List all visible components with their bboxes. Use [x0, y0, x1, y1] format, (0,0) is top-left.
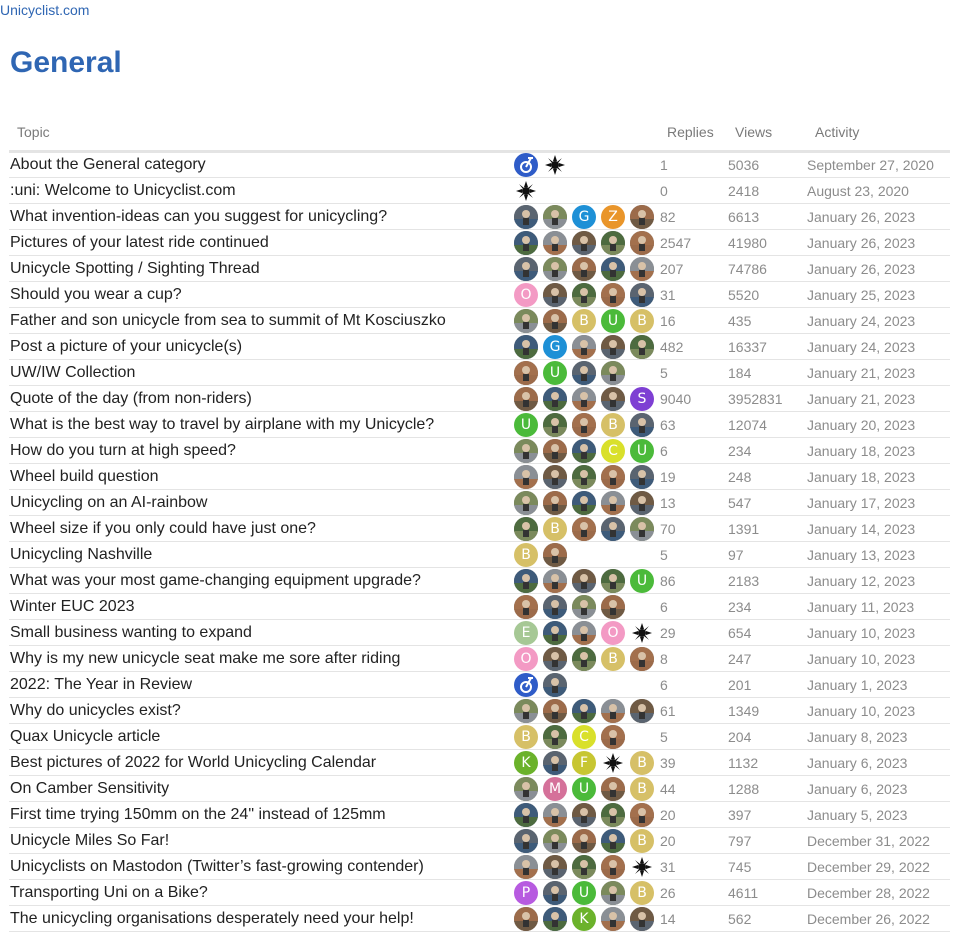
avatar-letter[interactable]: B	[514, 725, 538, 749]
avatar-photo[interactable]	[572, 335, 596, 359]
avatar-photo[interactable]	[514, 361, 538, 385]
avatar-photo[interactable]	[543, 881, 567, 905]
avatar-photo[interactable]	[572, 387, 596, 411]
topic-row[interactable]	[9, 724, 950, 750]
topic-title-link[interactable]: Pictures of your latest ride continued	[10, 234, 269, 251]
topic-last-activity[interactable]: December 29, 2022	[807, 859, 930, 875]
topic-row[interactable]	[9, 880, 950, 906]
avatar-photo[interactable]	[514, 777, 538, 801]
topic-last-activity[interactable]: January 10, 2023	[807, 703, 916, 719]
topic-views-count: 562	[728, 911, 752, 927]
avatar-letter[interactable]: P	[514, 881, 538, 905]
topic-row[interactable]	[9, 854, 950, 880]
avatar-letter[interactable]: E	[514, 621, 538, 645]
avatar-photo[interactable]	[543, 699, 567, 723]
avatar-photo[interactable]	[543, 413, 567, 437]
topic-last-activity[interactable]: January 5, 2023	[807, 807, 908, 823]
topic-title-link[interactable]: Quax Unicycle article	[10, 728, 161, 745]
avatar-photo[interactable]	[543, 231, 567, 255]
topic-last-activity[interactable]: January 18, 2023	[807, 443, 916, 459]
topic-row[interactable]	[9, 308, 950, 334]
topic-last-activity[interactable]: January 1, 2023	[807, 677, 908, 693]
topic-row[interactable]	[9, 802, 950, 828]
topic-last-activity[interactable]: January 17, 2023	[807, 495, 916, 511]
topic-title-link[interactable]: Father and son unicycle from sea to summit of Mt Kosciuszko	[10, 312, 446, 329]
topic-replies-count: 31	[660, 859, 676, 875]
topic-last-activity[interactable]: January 18, 2023	[807, 469, 916, 485]
avatar-photo[interactable]	[601, 491, 625, 515]
topic-views-count: 16337	[728, 339, 767, 355]
avatar-letter[interactable]: O	[514, 283, 538, 307]
topic-last-activity[interactable]: January 10, 2023	[807, 625, 916, 641]
topic-views-count: 97	[728, 547, 744, 563]
topic-replies-count: 82	[660, 209, 676, 225]
topic-replies-count: 207	[660, 261, 684, 277]
avatar-photo[interactable]	[543, 803, 567, 827]
topic-views-count: 184	[728, 365, 752, 381]
avatar-letter[interactable]: F	[572, 751, 596, 775]
topic-replies-count: 31	[660, 287, 676, 303]
avatar-photo[interactable]	[601, 725, 625, 749]
topic-replies-count: 26	[660, 885, 676, 901]
avatar-letter[interactable]: C	[572, 725, 596, 749]
avatar-letter[interactable]: U	[572, 881, 596, 905]
topic-row[interactable]	[9, 438, 950, 464]
avatar-letter[interactable]: K	[514, 751, 538, 775]
topic-last-activity[interactable]: January 6, 2023	[807, 755, 908, 771]
avatar-letter[interactable]: U	[543, 361, 567, 385]
avatar-photo[interactable]	[572, 465, 596, 489]
topic-row[interactable]	[9, 282, 950, 308]
avatar-photo[interactable]	[572, 699, 596, 723]
topic-list-header	[9, 118, 950, 153]
topic-row[interactable]	[9, 360, 950, 386]
topic-title-link[interactable]: :uni: Welcome to Unicyclist.com	[10, 182, 236, 199]
topic-title-link[interactable]: Quote of the day (from non-riders)	[10, 390, 252, 407]
avatar-photo[interactable]	[543, 543, 567, 567]
topic-views-count: 745	[728, 859, 752, 875]
topic-last-activity[interactable]: December 28, 2022	[807, 885, 930, 901]
topic-title-link[interactable]: Unicycle Miles So Far!	[10, 832, 170, 849]
topic-last-activity[interactable]: January 21, 2023	[807, 365, 916, 381]
avatar-letter[interactable]: O	[601, 621, 625, 645]
avatar-photo[interactable]	[601, 777, 625, 801]
topic-replies-count: 19	[660, 469, 676, 485]
avatar-photo[interactable]	[543, 205, 567, 229]
avatar-photo[interactable]	[514, 803, 538, 827]
wheel-splat-icon[interactable]	[630, 855, 654, 879]
avatar-photo[interactable]	[601, 803, 625, 827]
avatar-photo[interactable]	[514, 829, 538, 853]
avatar-photo[interactable]	[543, 465, 567, 489]
avatar-photo[interactable]	[543, 673, 567, 697]
topic-views-count: 204	[728, 729, 752, 745]
topic-title-link[interactable]: Unicycling on an AI-rainbow	[10, 494, 208, 511]
topic-row[interactable]	[9, 672, 950, 698]
topic-replies-count: 6	[660, 599, 668, 615]
topic-views-count: 1288	[728, 781, 760, 797]
avatar-letter[interactable]: U	[572, 777, 596, 801]
topic-last-activity[interactable]: January 26, 2023	[807, 235, 916, 251]
topic-views-count: 3952831	[728, 391, 783, 407]
avatar-photo[interactable]	[543, 829, 567, 853]
topic-views-count: 201	[728, 677, 752, 693]
topic-title-link[interactable]: Unicycle Spotting / Sighting Thread	[10, 260, 260, 277]
topic-row[interactable]	[9, 230, 950, 256]
topic-last-activity[interactable]: January 8, 2023	[807, 729, 908, 745]
topic-views-count: 5036	[728, 157, 760, 173]
topic-last-activity[interactable]: January 26, 2023	[807, 261, 916, 277]
topic-last-activity[interactable]: January 6, 2023	[807, 781, 908, 797]
avatar-letter[interactable]: Z	[601, 205, 625, 229]
topic-replies-count: 13	[660, 495, 676, 511]
topic-row[interactable]	[9, 776, 950, 802]
topic-row[interactable]	[9, 516, 950, 542]
avatar-letter[interactable]: G	[572, 205, 596, 229]
topic-last-activity[interactable]: December 26, 2022	[807, 911, 930, 927]
topic-last-activity[interactable]: January 14, 2023	[807, 521, 916, 537]
topic-row[interactable]	[9, 412, 950, 438]
avatar-photo[interactable]	[514, 907, 538, 931]
avatar-photo[interactable]	[543, 491, 567, 515]
topic-views-count: 41980	[728, 235, 767, 251]
avatar-photo[interactable]	[601, 699, 625, 723]
avatar-photo[interactable]	[543, 439, 567, 463]
avatar-photo[interactable]	[514, 257, 538, 281]
avatar-letter[interactable]: M	[543, 777, 567, 801]
avatar-photo[interactable]	[543, 283, 567, 307]
topic-title-link[interactable]: Best pictures of 2022 for World Unicycling Calendar	[10, 754, 377, 771]
avatar-photo[interactable]	[572, 491, 596, 515]
avatar-photo[interactable]	[601, 231, 625, 255]
avatar-photo[interactable]	[601, 335, 625, 359]
avatar-photo[interactable]	[514, 595, 538, 619]
topic-title-link[interactable]: What invention-ideas can you suggest for unicycling?	[10, 208, 388, 225]
avatar-photo[interactable]	[572, 621, 596, 645]
page-title: General	[10, 46, 122, 79]
topic-views-count: 5520	[728, 287, 760, 303]
topic-replies-count: 0	[660, 183, 668, 199]
wheel-splat-icon[interactable]	[601, 751, 625, 775]
topic-row[interactable]	[9, 490, 950, 516]
topic-row[interactable]	[9, 542, 950, 568]
avatar-photo[interactable]	[630, 231, 654, 255]
column-header-topic[interactable]: Topic	[17, 124, 50, 140]
topic-title-link[interactable]: Should you wear a cup?	[10, 286, 182, 303]
avatar-letter[interactable]: B	[630, 777, 654, 801]
topic-replies-count: 5	[660, 547, 668, 563]
avatar-photo[interactable]	[601, 465, 625, 489]
avatar-letter[interactable]: U	[514, 413, 538, 437]
topic-last-activity[interactable]: January 10, 2023	[807, 651, 916, 667]
topic-title-link[interactable]: About the General category	[10, 156, 206, 173]
wheel-splat-icon[interactable]	[630, 621, 654, 645]
topic-title-link[interactable]: Transporting Uni on a Bike?	[10, 884, 208, 901]
topic-last-activity[interactable]: January 24, 2023	[807, 313, 916, 329]
column-header-activity[interactable]: Activity	[815, 124, 860, 140]
topic-replies-count: 70	[660, 521, 676, 537]
topic-views-count: 2183	[728, 573, 760, 589]
topic-title-link[interactable]: Why is my new unicycle seat make me sore after riding	[10, 650, 401, 667]
topic-replies-count: 20	[660, 833, 676, 849]
topic-views-count: 1391	[728, 521, 760, 537]
topic-replies-count: 20	[660, 807, 676, 823]
topic-last-activity[interactable]: January 25, 2023	[807, 287, 916, 303]
avatar-photo[interactable]	[543, 855, 567, 879]
avatar-photo[interactable]	[572, 361, 596, 385]
topic-title-link[interactable]: 2022: The Year in Review	[10, 676, 193, 693]
avatar-photo[interactable]	[543, 621, 567, 645]
avatar-letter[interactable]: C	[601, 439, 625, 463]
avatar-photo[interactable]	[601, 517, 625, 541]
topic-title-link[interactable]: Small business wanting to expand	[10, 624, 252, 641]
avatar-photo[interactable]	[543, 647, 567, 671]
avatar-photo[interactable]	[601, 855, 625, 879]
avatar-photo[interactable]	[630, 491, 654, 515]
topic-row[interactable]	[9, 464, 950, 490]
topic-title-link[interactable]: How do you turn at high speed?	[10, 442, 236, 459]
topic-row[interactable]	[9, 750, 950, 776]
topic-replies-count: 29	[660, 625, 676, 641]
topic-title-link[interactable]: Post a picture of your unicycle(s)	[10, 338, 243, 355]
avatar-photo[interactable]	[514, 231, 538, 255]
topic-replies-count: 482	[660, 339, 684, 355]
avatar-photo[interactable]	[601, 361, 625, 385]
avatar-photo[interactable]	[572, 647, 596, 671]
avatar-photo[interactable]	[543, 907, 567, 931]
topic-views-count: 1132	[728, 755, 759, 771]
topic-title-link[interactable]: What is the best way to travel by airplane with my Unicycle?	[10, 416, 435, 433]
avatar-photo[interactable]	[630, 517, 654, 541]
topic-replies-count: 86	[660, 573, 676, 589]
topic-title-link[interactable]: What was your most game-changing equipment upgrade?	[10, 572, 421, 589]
topic-title-link[interactable]: On Camber Sensitivity	[10, 780, 170, 797]
avatar-photo[interactable]	[543, 387, 567, 411]
avatar-photo[interactable]	[601, 829, 625, 853]
avatar-photo[interactable]	[630, 699, 654, 723]
avatar-letter[interactable]: K	[572, 907, 596, 931]
topic-row[interactable]	[9, 256, 950, 282]
avatar-photo[interactable]	[514, 855, 538, 879]
avatar-letter[interactable]: B	[543, 517, 567, 541]
topic-replies-count: 14	[660, 911, 676, 927]
avatar-letter[interactable]: G	[543, 335, 567, 359]
avatar-photo[interactable]	[543, 595, 567, 619]
topic-title-link[interactable]: Unicyclists on Mastodon (Twitter’s fast-growing contender)	[10, 858, 424, 875]
topic-title-link[interactable]: Wheel size if you only could have just one?	[10, 520, 316, 537]
topic-replies-count: 39	[660, 755, 676, 771]
avatar-photo[interactable]	[601, 283, 625, 307]
topic-last-activity[interactable]: January 26, 2023	[807, 209, 916, 225]
avatar-photo[interactable]	[630, 465, 654, 489]
topic-views-count: 248	[728, 469, 752, 485]
topic-last-activity[interactable]: January 20, 2023	[807, 417, 916, 433]
avatar-letter[interactable]: B	[630, 751, 654, 775]
topic-views-count: 797	[728, 833, 752, 849]
avatar-photo[interactable]	[514, 699, 538, 723]
avatar-photo[interactable]	[630, 257, 654, 281]
avatar-letter[interactable]: B	[630, 309, 654, 333]
topic-last-activity[interactable]: December 31, 2022	[807, 833, 930, 849]
topic-replies-count: 1	[660, 157, 668, 173]
topic-replies-count: 63	[660, 417, 676, 433]
topic-replies-count: 8	[660, 651, 668, 667]
topic-views-count: 4611	[728, 885, 759, 901]
avatar-photo[interactable]	[601, 569, 625, 593]
topic-last-activity[interactable]: January 11, 2023	[807, 599, 915, 615]
topic-row[interactable]	[9, 698, 950, 724]
avatar-photo[interactable]	[572, 231, 596, 255]
topic-replies-count: 16	[660, 313, 676, 329]
site-home-link[interactable]: Unicyclist.com	[0, 2, 90, 18]
topic-row[interactable]	[9, 906, 950, 932]
avatar-photo[interactable]	[630, 803, 654, 827]
topic-row[interactable]	[9, 594, 950, 620]
topic-list	[9, 152, 950, 932]
avatar-letter[interactable]: O	[514, 647, 538, 671]
wheel-splat-icon[interactable]	[514, 179, 538, 203]
topic-title-link[interactable]: The unicycling organisations desperately need your help!	[10, 910, 414, 927]
avatar-photo[interactable]	[514, 335, 538, 359]
avatar-photo[interactable]	[543, 257, 567, 281]
avatar-letter[interactable]: B	[572, 309, 596, 333]
topic-last-activity[interactable]: August 23, 2020	[807, 183, 909, 199]
topic-replies-count: 6	[660, 443, 668, 459]
topic-last-activity[interactable]: January 24, 2023	[807, 339, 916, 355]
wheel-splat-icon[interactable]	[543, 153, 567, 177]
topic-views-count: 234	[728, 599, 752, 615]
topic-last-activity[interactable]: January 13, 2023	[807, 547, 916, 563]
avatar-photo[interactable]	[543, 569, 567, 593]
topic-row[interactable]	[9, 178, 950, 204]
avatar-letter[interactable]: B	[514, 543, 538, 567]
logo-unicycle-icon[interactable]	[514, 673, 538, 697]
avatar-photo[interactable]	[514, 491, 538, 515]
topic-replies-count: 6	[660, 677, 668, 693]
topic-last-activity[interactable]: January 12, 2023	[807, 573, 916, 589]
topic-row[interactable]	[9, 646, 950, 672]
avatar-letter[interactable]: B	[630, 829, 654, 853]
avatar-photo[interactable]	[601, 881, 625, 905]
avatar-photo[interactable]	[514, 517, 538, 541]
avatar-photo[interactable]	[572, 257, 596, 281]
topic-views-count: 6613	[728, 209, 760, 225]
avatar-letter[interactable]: U	[601, 309, 625, 333]
topic-row[interactable]	[9, 204, 950, 230]
topic-title-link[interactable]: First time trying 150mm on the 24" instead of 125mm	[10, 806, 386, 823]
topic-replies-count: 44	[660, 781, 676, 797]
avatar-letter[interactable]: S	[630, 387, 654, 411]
avatar-photo[interactable]	[514, 569, 538, 593]
avatar-photo[interactable]	[630, 413, 654, 437]
topic-views-count: 547	[728, 495, 752, 511]
topic-row[interactable]	[9, 828, 950, 854]
avatar-letter[interactable]: U	[630, 569, 654, 593]
avatar-photo[interactable]	[572, 829, 596, 853]
topic-row[interactable]	[9, 334, 950, 360]
topic-row[interactable]	[9, 152, 950, 178]
topic-views-count: 234	[728, 443, 752, 459]
avatar-letter[interactable]: B	[601, 647, 625, 671]
topic-views-count: 247	[728, 651, 752, 667]
topic-views-count: 74786	[728, 261, 767, 277]
topic-views-count: 397	[728, 807, 752, 823]
avatar-photo[interactable]	[630, 283, 654, 307]
avatar-photo[interactable]	[543, 725, 567, 749]
topic-replies-count: 61	[660, 703, 676, 719]
avatar-letter[interactable]: B	[601, 413, 625, 437]
avatar-photo[interactable]	[543, 751, 567, 775]
avatar-photo[interactable]	[572, 283, 596, 307]
avatar-photo[interactable]	[514, 205, 538, 229]
topic-row[interactable]	[9, 386, 950, 412]
topic-replies-count: 9040	[660, 391, 692, 407]
avatar-photo[interactable]	[601, 907, 625, 931]
topic-last-activity[interactable]: September 27, 2020	[807, 157, 934, 173]
avatar-photo[interactable]	[630, 907, 654, 931]
topic-views-count: 435	[728, 313, 752, 329]
topic-views-count: 1349	[728, 703, 760, 719]
topic-title-link[interactable]: Wheel build question	[10, 468, 159, 485]
logo-unicycle-icon[interactable]	[514, 153, 538, 177]
avatar-photo[interactable]	[630, 335, 654, 359]
avatar-photo[interactable]	[572, 595, 596, 619]
avatar-photo[interactable]	[572, 413, 596, 437]
avatar-photo[interactable]	[572, 439, 596, 463]
topic-title-link[interactable]: Winter EUC 2023	[10, 598, 135, 615]
avatar-photo[interactable]	[514, 309, 538, 333]
avatar-photo[interactable]	[514, 465, 538, 489]
avatar-photo[interactable]	[543, 309, 567, 333]
avatar-photo[interactable]	[630, 205, 654, 229]
topic-row[interactable]	[9, 620, 950, 646]
avatar-photo[interactable]	[630, 647, 654, 671]
avatar-photo[interactable]	[514, 387, 538, 411]
topic-title-link[interactable]: Why do unicycles exist?	[10, 702, 181, 719]
topic-replies-count: 2547	[660, 235, 692, 251]
avatar-photo[interactable]	[601, 387, 625, 411]
topic-title-link[interactable]: UW/IW Collection	[10, 364, 136, 381]
topic-replies-count: 5	[660, 729, 668, 745]
avatar-photo[interactable]	[601, 257, 625, 281]
avatar-photo[interactable]	[514, 439, 538, 463]
topic-replies-count: 5	[660, 365, 668, 381]
avatar-letter[interactable]: B	[630, 881, 654, 905]
avatar-photo[interactable]	[601, 595, 625, 619]
topic-views-count: 654	[728, 625, 752, 641]
avatar-photo[interactable]	[572, 855, 596, 879]
topic-row[interactable]	[9, 568, 950, 594]
topic-last-activity[interactable]: January 21, 2023	[807, 391, 916, 407]
column-header-views[interactable]: Views	[735, 124, 773, 140]
column-header-replies[interactable]: Replies	[667, 124, 714, 140]
avatar-photo[interactable]	[572, 803, 596, 827]
avatar-photo[interactable]	[572, 517, 596, 541]
topic-title-link[interactable]: Unicycling Nashville	[10, 546, 153, 563]
avatar-letter[interactable]: U	[630, 439, 654, 463]
topic-views-count: 12074	[728, 417, 767, 433]
avatar-photo[interactable]	[572, 569, 596, 593]
topic-views-count: 2418	[728, 183, 760, 199]
